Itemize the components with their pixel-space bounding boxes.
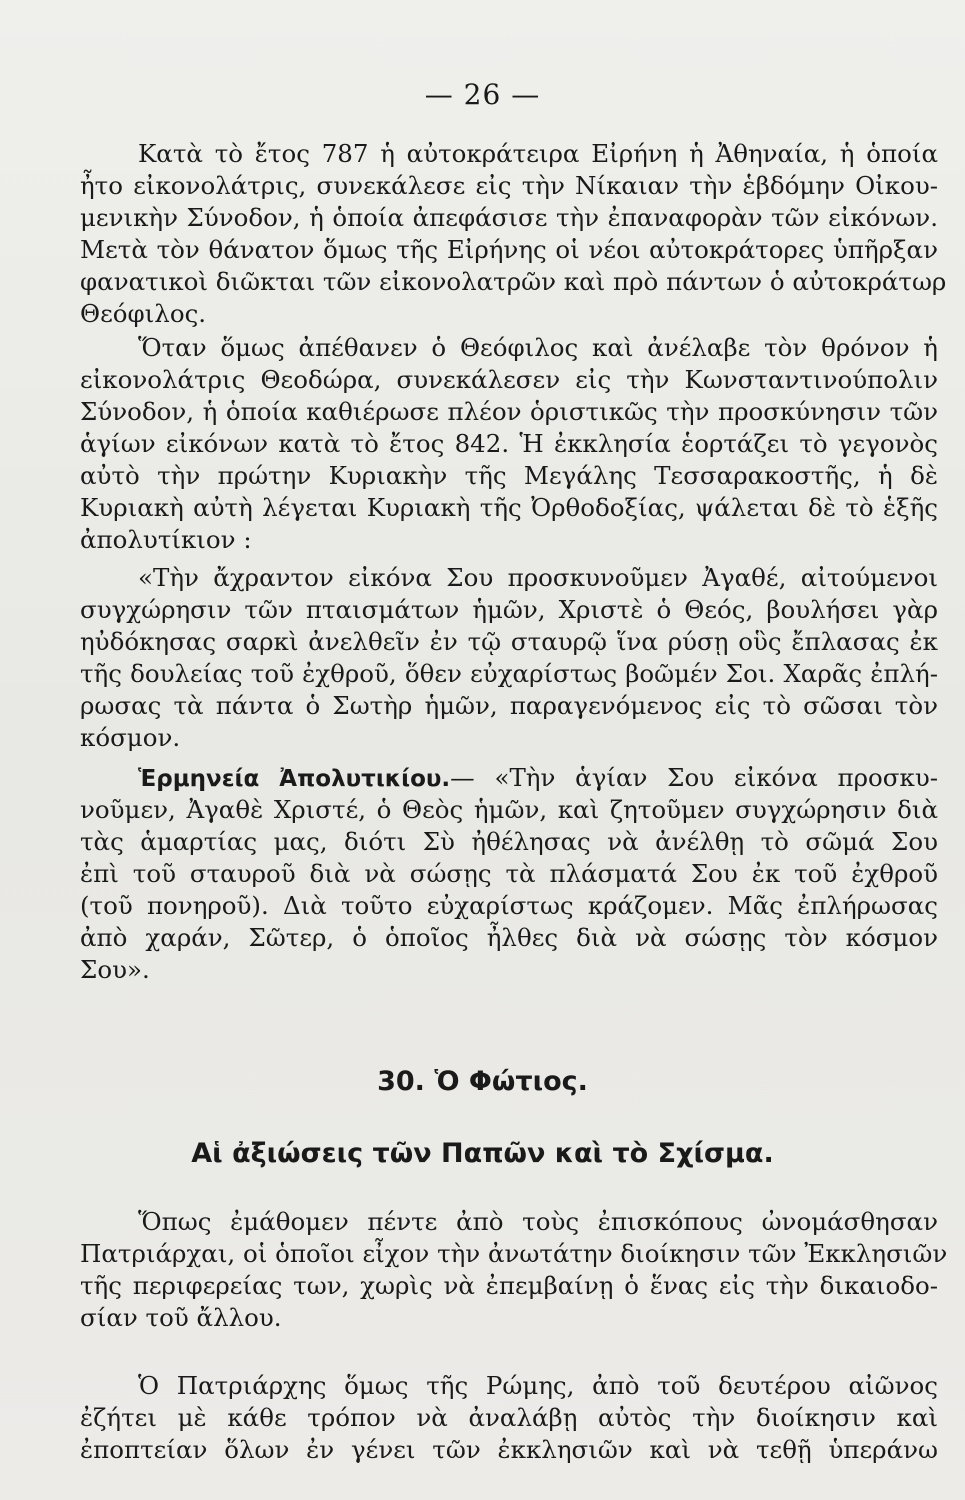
text-line: Ὁ Πατριάρχης ὅμως τῆς Ρώμης, ἀπὸ τοῦ δευτέρου αἰῶνος	[138, 1371, 938, 1400]
text-line: ἁγίων εἰκόνων κατὰ τὸ ἔτος 842. Ἡ ἐκκλησία ἑορτάζει τὸ γεγονὸς	[80, 429, 938, 458]
text-line: τῆς δουλείας τοῦ ἐχθροῦ, ὅθεν εὐχαρίστως βοῶμέν Σοι. Χαρᾶς ἐπλή-	[80, 659, 938, 688]
text-line: Σου».	[80, 955, 150, 984]
text-line: Σύνοδον, ἡ ὁποία καθιέρωσε πλέον ὁριστικῶς τὴν προσκύνησιν τῶν	[80, 397, 938, 426]
paragraph-apolytikion	[80, 562, 938, 754]
text-line: ἐπὶ τοῦ σταυροῦ διὰ νὰ σώσῃς τὰ πλάσματά Σου ἐκ τοῦ ἐχθροῦ	[80, 859, 938, 888]
paragraph-iconoclasm-787	[80, 138, 947, 330]
text-line: Ὅπως ἐμάθομεν πέντε ἀπὸ τοὺς ἐπισκόπους ὠνομάσθησαν	[138, 1207, 938, 1236]
text-line: Ὅταν ὅμως ἀπέθανεν ὁ Θεόφιλος καὶ ἀνέλαβε τὸν θρόνον ἡ	[138, 333, 938, 362]
text-line	[80, 762, 938, 794]
text-line: συγχώρησιν τῶν πταισμάτων ἡμῶν, Χριστὲ ὁ Θεός, βουλήσει γὰρ	[80, 595, 938, 624]
interpretation-first-line: — «Τὴν ἁγίαν Σου εἰκόνα προσκυ-	[450, 763, 938, 792]
interpretation-heading: Ἑρμηνεία Ἀπολυτικίου.	[138, 766, 451, 792]
text-line: τῆς περιφερείας των, χωρὶς νὰ ἐπεμβαίνῃ ὁ ἕνας εἰς τὴν δικαιοδο-	[80, 1271, 938, 1300]
text-line: ἦτο εἰκονολάτρις, συνεκάλεσε εἰς τὴν Νίκαιαν τὴν ἑβδόμην Οἰκου-	[80, 171, 938, 200]
paragraph-patriarchs	[80, 1206, 948, 1334]
text-line: μενικὴν Σύνοδον, ἡ ὁποία ἀπεφάσισε τὴν ἐπαναφορὰν τῶν εἰκόνων.	[80, 203, 938, 232]
text-line: Θεόφιλος.	[80, 299, 207, 328]
paragraph-interpretation	[80, 762, 938, 986]
paragraph-theodora-842	[80, 332, 938, 556]
text-line: αὐτὸ τὴν πρώτην Κυριακὴν τῆς Μεγάλης Τεσσαρακοστῆς, ἡ δὲ	[80, 461, 938, 490]
text-line: ἀπὸ χαράν, Σῶτερ, ὁ ὁποῖος ἦλθες διὰ νὰ σώσῃς τὸν κόσμον	[80, 923, 938, 952]
text-line: Μετὰ τὸν θάνατον ὅμως τῆς Εἰρήνης οἱ νέοι αὐτοκράτορες ὑπῆρξαν	[80, 235, 938, 264]
text-line: ἐποπτείαν ὅλων ἐν γένει τῶν ἐκκλησιῶν καὶ νὰ τεθῇ ὑπεράνω	[80, 1435, 938, 1464]
text-line: «Τὴν ἄχραντον εἰκόνα Σου προσκυνοῦμεν Ἀγαθέ, αἰτούμενοι	[138, 563, 938, 592]
section-subtitle: Αἱ ἀξιώσεις τῶν Παπῶν καὶ τὸ Σχίσμα.	[191, 1138, 774, 1169]
text-line: εἰκονολάτρις Θεοδώρα, συνεκάλεσεν εἰς τὴν Κωνσταντινούπολιν	[80, 365, 938, 394]
text-line: ρωσας τὰ πάντα ὁ Σωτὴρ ἡμῶν, παραγενόμενος εἰς τὸ σῶσαι τὸν	[80, 691, 938, 720]
text-line: Κατὰ τὸ ἔτος 787 ἡ αὐτοκράτειρα Εἰρήνη ἡ Ἀθηναία, ἡ ὁποία	[138, 139, 938, 168]
text-line: νοῦμεν, Ἀγαθὲ Χριστέ, ὁ Θεὸς ἡμῶν, καὶ ζητοῦμεν συγχώρησιν διὰ	[80, 795, 938, 824]
text-line: ἐζήτει μὲ κάθε τρόπον νὰ ἀναλάβῃ αὐτὸς τὴν διοίκησιν καὶ	[80, 1403, 938, 1432]
section-title: 30. Ὁ Φώτιος.	[377, 1066, 588, 1097]
text-line: Κυριακὴ αὐτὴ λέγεται Κυριακὴ τῆς Ὀρθοδοξίας, ψάλεται δὲ τὸ ἑξῆς	[80, 493, 938, 522]
text-line: τὰς ἁμαρτίας μας, διότι Σὺ ἠθέλησας νὰ ἀνέλθῃ τὸ σῶμά Σου	[80, 827, 938, 856]
page-number: — 26 —	[424, 78, 541, 111]
text-line: σίαν τοῦ ἄλλου.	[80, 1303, 282, 1332]
text-line: ἀπολυτίκιον :	[80, 525, 252, 554]
text-line: ηὐδόκησας σαρκὶ ἀνελθεῖν ἐν τῷ σταυρῷ ἵνα ρύσῃ οὓς ἔπλασας ἐκ	[80, 627, 938, 656]
text-line: (τοῦ πονηροῦ). Διὰ τοῦτο εὐχαρίστως κράζομεν. Μᾶς ἐπλήρωσας	[80, 891, 938, 920]
text-line: φανατικοὶ διῶκται τῶν εἰκονολατρῶν καὶ πρὸ πάντων ὁ αὐτοκράτωρ	[80, 267, 947, 296]
text-line: Πατριάρχαι, οἱ ὁποῖοι εἶχον τὴν ἀνωτάτην διοίκησιν τῶν Ἐκκλησιῶν	[80, 1239, 948, 1268]
text-line: κόσμον.	[80, 723, 181, 752]
paragraph-rome	[80, 1370, 938, 1466]
